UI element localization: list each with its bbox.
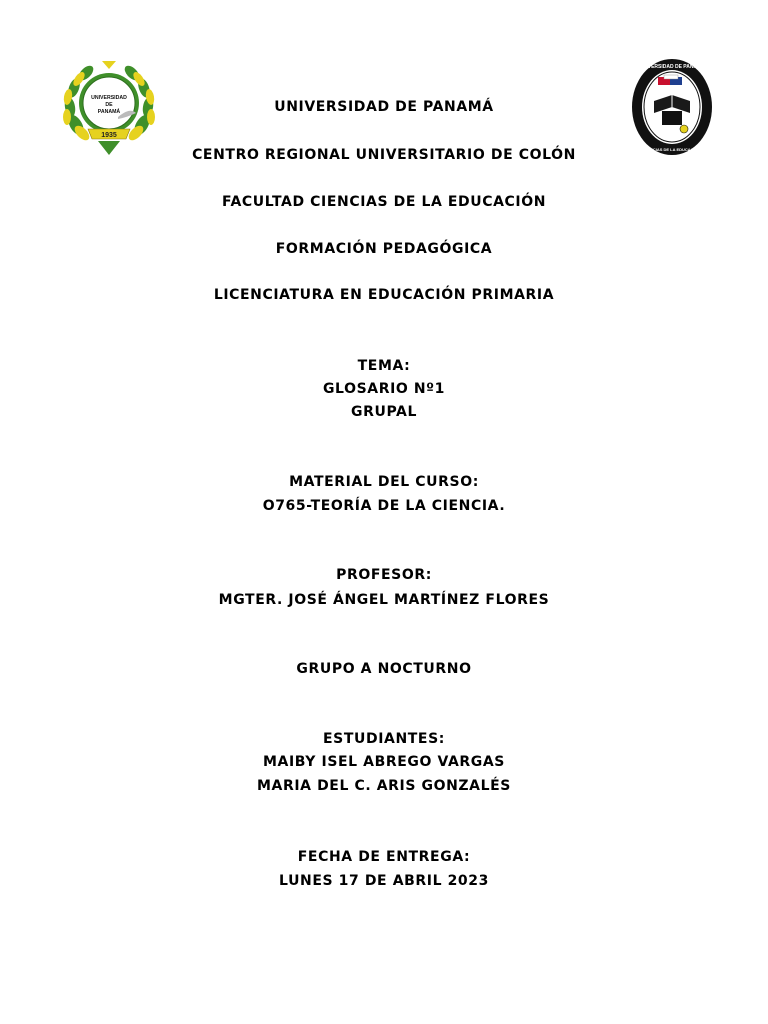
professor-label: PROFESOR: (336, 567, 432, 583)
regional-center-name: CENTRO REGIONAL UNIVERSITARIO DE COLÓN (192, 147, 576, 163)
topic-type: GRUPAL (351, 404, 417, 420)
svg-text:CIENCIAS DE LA EDUCACIÓN: CIENCIAS DE LA EDUCACIÓN (643, 147, 701, 152)
topic-label: TEMA: (357, 358, 411, 374)
svg-text:UNIVERSIDAD: UNIVERSIDAD (91, 95, 127, 101)
course-name: O765-TEORÍA DE LA CIENCIA. (262, 498, 506, 514)
logo-year-text: 1935 (101, 132, 117, 139)
program-name: FORMACIÓN PEDAGÓGICA (275, 241, 493, 257)
svg-text:PANAMÁ: PANAMÁ (97, 109, 121, 115)
students-label: ESTUDIANTES: (323, 731, 445, 747)
delivery-label: FECHA DE ENTREGA: (297, 849, 471, 865)
student-name: MARIA DEL C. ARIS GONZALÉS (257, 778, 511, 794)
student-name: MAIBY ISEL ABREGO VARGAS (263, 754, 505, 770)
delivery-date: LUNES 17 DE ABRIL 2023 (279, 873, 489, 889)
svg-text:UNIVERSIDAD DE PANAMÁ: UNIVERSIDAD DE PANAMÁ (639, 64, 705, 70)
faculty-name: FACULTAD CIENCIAS DE LA EDUCACIÓN (221, 194, 547, 210)
university-name: UNIVERSIDAD DE PANAMÁ (274, 99, 494, 115)
professor-name: MGTER. JOSÉ ÁNGEL MARTÍNEZ FLORES (218, 592, 550, 608)
svg-text:DE: DE (105, 102, 113, 108)
degree-name: LICENCIATURA EN EDUCACIÓN PRIMARIA (213, 287, 555, 303)
course-label: MATERIAL DEL CURSO: (289, 474, 479, 490)
group-name: GRUPO A NOCTURNO (296, 661, 472, 677)
topic-title: GLOSARIO Nº1 (322, 381, 446, 397)
